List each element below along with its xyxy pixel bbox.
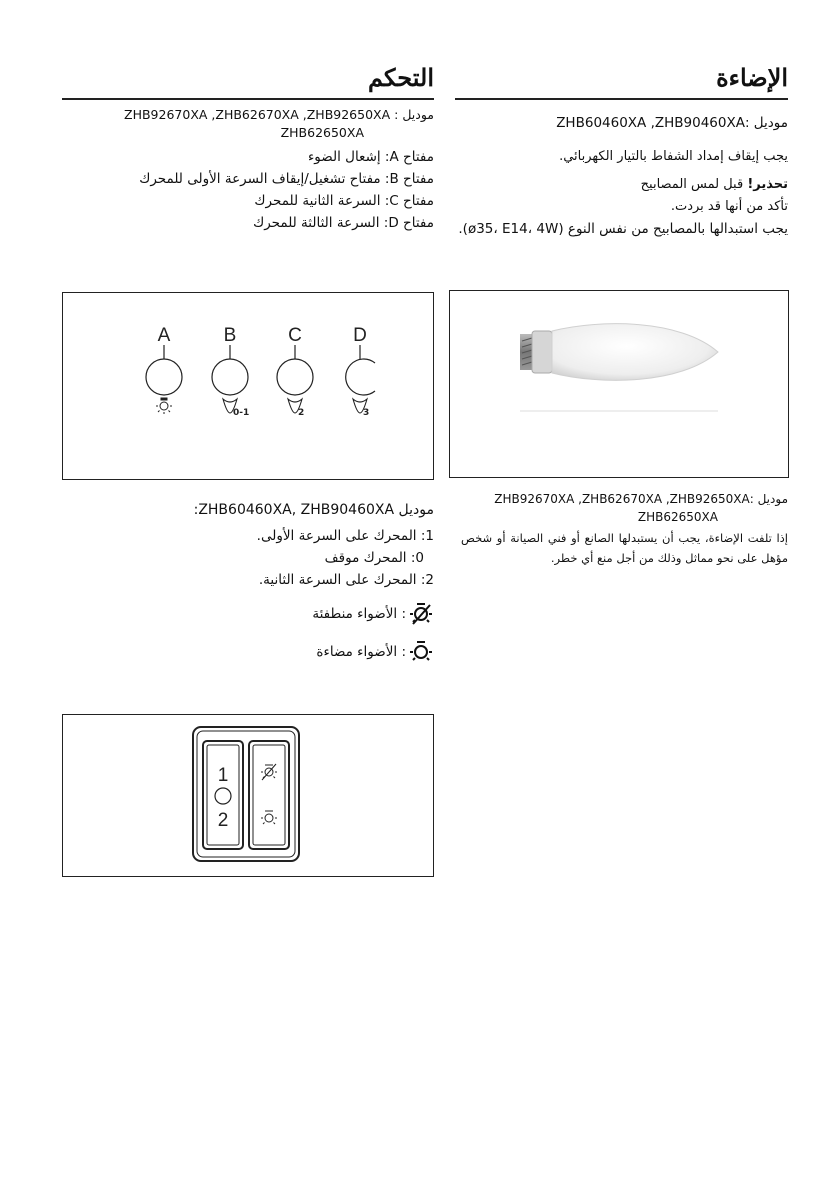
lighting-section	[455, 60, 788, 240]
button-b[interactable]	[212, 359, 248, 395]
key-a-text: مفتاح A: إشعال الضوء	[307, 149, 434, 165]
button-label-a: A	[157, 325, 171, 346]
switch-speed-2: 2	[217, 810, 229, 831]
control-model2-line: موديل ZHB60460XA, ZHB90460XA:	[193, 502, 434, 518]
light-switch[interactable]	[249, 741, 289, 849]
control-title: التحكم	[62, 60, 434, 100]
fan-speed-0-1: 0-1	[233, 408, 250, 418]
key-b-text: مفتاح B: مفتاح تشغيل/إيقاف السرعة الأولى للمحرك	[139, 171, 434, 187]
warning-text: قبل لمس المصابيح	[640, 177, 748, 192]
switch-speed-1: 1	[217, 765, 229, 786]
fan-speed-3: 3	[363, 408, 370, 418]
speed-item-0: 0: المحرك موقف	[324, 550, 424, 566]
control-model-line2: ZHB62650XA	[280, 125, 364, 140]
fan-speed-2: 2	[298, 408, 305, 418]
button-label-c: C	[288, 325, 302, 346]
key-c-text: مفتاح C: السرعة الثانية للمحرك	[254, 193, 434, 209]
light-bulb-icon	[156, 398, 172, 414]
button-label-b: B	[223, 325, 237, 346]
lighting-model-b-line1: موديل :ZHB92670XA ,ZHB62670XA ,ZHB92650XA	[494, 492, 788, 506]
key-d-text: مفتاح D: السرعة الثالثة للمحرك	[253, 215, 434, 231]
warning-label: تحذير!	[747, 177, 788, 192]
lighting-replace-text: يجب استبدالها بالمصابيح من نفس النوع (ø35، E14، 4W).	[458, 221, 788, 237]
light-on-icon	[408, 639, 434, 665]
lights-off-text: : الأضواء منطفئة	[312, 606, 406, 622]
bulb-glass	[552, 324, 718, 381]
rocker-switch-diagram	[62, 714, 434, 877]
motor-switch[interactable]	[203, 741, 243, 849]
lighting-model-b-line2: ZHB62650XA	[637, 510, 718, 524]
button-c[interactable]	[277, 359, 313, 395]
lighting-title: الإضاءة	[455, 60, 788, 100]
lighting-service-text: إذا تلفت الإضاءة، يجب أن يستبدلها الصانع أو فني الصيانة أو شخص مؤهل على نحو مماثل وذلك من أجل منع أي خطر.	[461, 531, 788, 565]
light-off-icon	[408, 601, 434, 627]
lighting-cool-text: تأكد من أنها قد بردت.	[670, 199, 788, 214]
lights-on-row	[62, 637, 434, 667]
control-model-line1: موديل : ZHB92670XA ,ZHB62670XA ,ZHB92650XA	[124, 107, 434, 122]
speed-item-2: 2: المحرك على السرعة الثانية.	[258, 572, 434, 588]
bulb-drawing	[450, 291, 788, 477]
speed-item-1: 1: المحرك على السرعة الأولى.	[256, 528, 434, 544]
button-label-d: D	[353, 325, 367, 346]
control-buttons-diagram	[62, 292, 434, 480]
bulb-photo	[449, 290, 789, 478]
lighting-model-line: موديل :ZHB60460XA ,ZHB90460XA	[556, 115, 788, 131]
lighting-warning	[455, 174, 788, 196]
lighting-power-text: يجب إيقاف إمداد الشفاط بالتيار الكهربائي.	[559, 149, 788, 164]
bulb-collar	[532, 331, 552, 373]
lighting-model-b-section	[455, 490, 788, 568]
control-buttons-drawing	[63, 293, 433, 479]
control-section	[62, 60, 434, 234]
button-a[interactable]	[146, 359, 182, 395]
lights-on-text: : الأضواء مضاءة	[316, 644, 406, 660]
button-d[interactable]	[346, 359, 375, 395]
rocker-switch-drawing	[63, 715, 433, 876]
lights-off-row	[62, 599, 434, 629]
control-model2-section	[62, 499, 434, 667]
